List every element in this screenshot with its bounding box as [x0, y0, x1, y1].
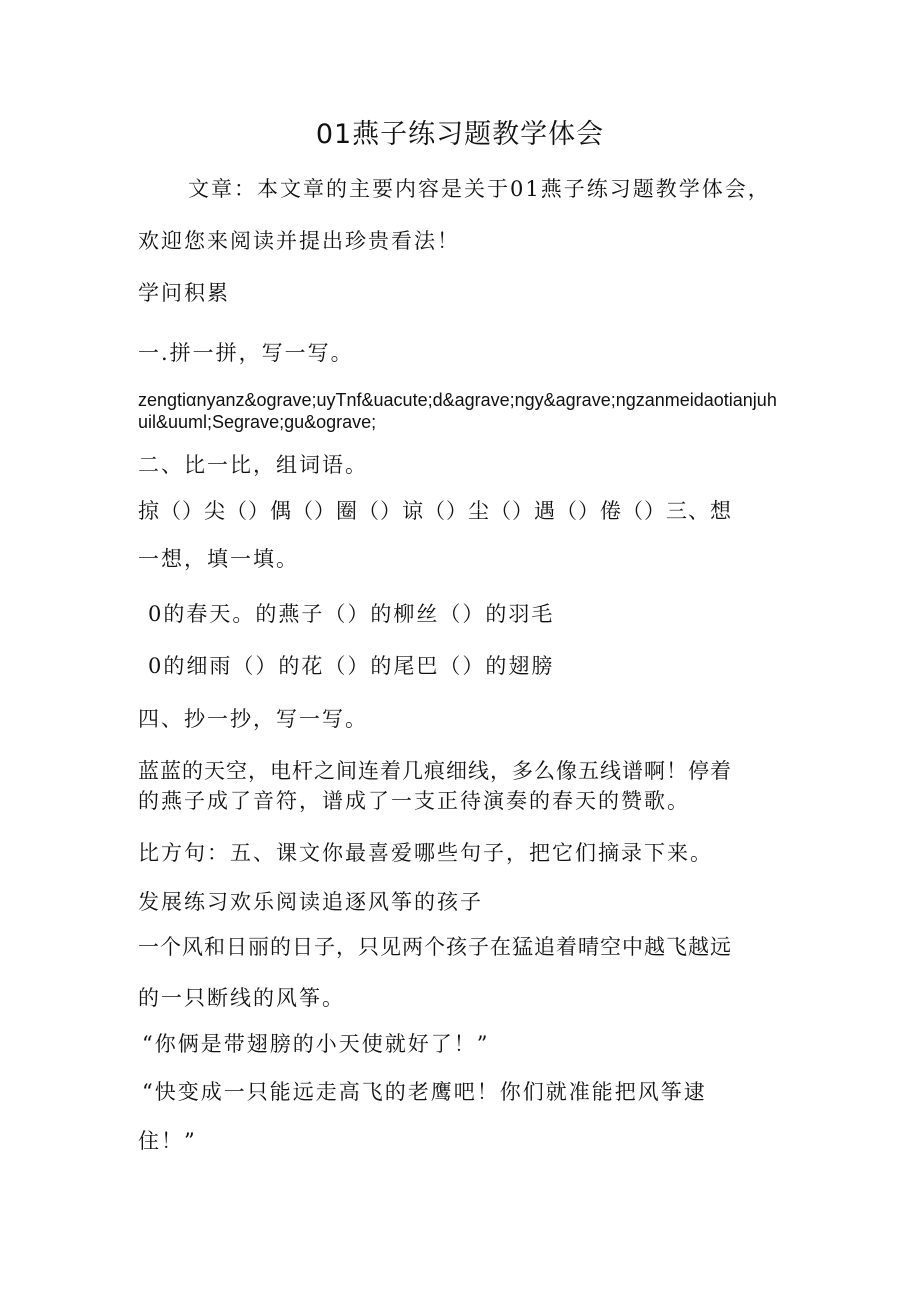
question-2-line-1: 掠（）尖（）偶（）圈（）谅（）尘（）遇（）倦（）三、想: [138, 499, 732, 523]
reading-heading: 发展练习欢乐阅读追逐风筝的孩子: [138, 890, 483, 914]
reading-quote-2-line-2: 住！”: [138, 1129, 197, 1153]
question-4-text-line-1: 蓝蓝的天空，电杆之间连着几痕细线，多么像五线谱啊！停着: [138, 759, 732, 783]
reading-paragraph-line-2: 的一只断线的风筝。: [138, 986, 345, 1010]
question-3-line-2: 0的细雨（）的花（）的尾巴（）的翅膀: [148, 654, 555, 678]
reading-paragraph-line-1: 一个风和日丽的日子，只见两个孩子在猛追着晴空中越飞越远: [138, 935, 732, 959]
question-5-line: 比方句：五、课文你最喜爱哪些句子，把它们摘录下来。: [138, 841, 713, 865]
section-heading-knowledge: 学问积累: [138, 281, 230, 305]
question-2-heading: 二、比一比，组词语。: [138, 453, 368, 477]
question-4-text-line-2: 的燕子成了音符，谱成了一支正待演奏的春天的赞歌。: [138, 789, 690, 813]
question-2-line-2: 一想，填一填。: [138, 547, 299, 571]
question-1-pinyin: zengtiαnyanz&ograve;uyTnf&uacute;d&agrave;ngy&agrave;ngzanmeidaotianjuhuil&uuml;Segrave;gu&ograve;: [138, 390, 777, 432]
question-4-heading: 四、抄一抄，写一写。: [138, 707, 368, 731]
document-title: 01燕子练习题教学体会: [315, 119, 605, 150]
intro-line-1: 文章：本文章的主要内容是关于01燕子练习题教学体会，: [188, 177, 771, 201]
question-3-line-1: 0的春天。的燕子（）的柳丝（）的羽毛: [148, 602, 555, 626]
question-1-heading: 一.拼一拼，写一写。: [138, 341, 354, 365]
reading-quote-1: “你俩是带翅膀的小天使就好了！”: [142, 1032, 490, 1056]
reading-quote-2-line-1: “快变成一只能远走高飞的老鹰吧！你们就准能把风筝逮: [142, 1080, 707, 1104]
intro-line-2: 欢迎您来阅读并提出珍贵看法！: [138, 229, 460, 253]
